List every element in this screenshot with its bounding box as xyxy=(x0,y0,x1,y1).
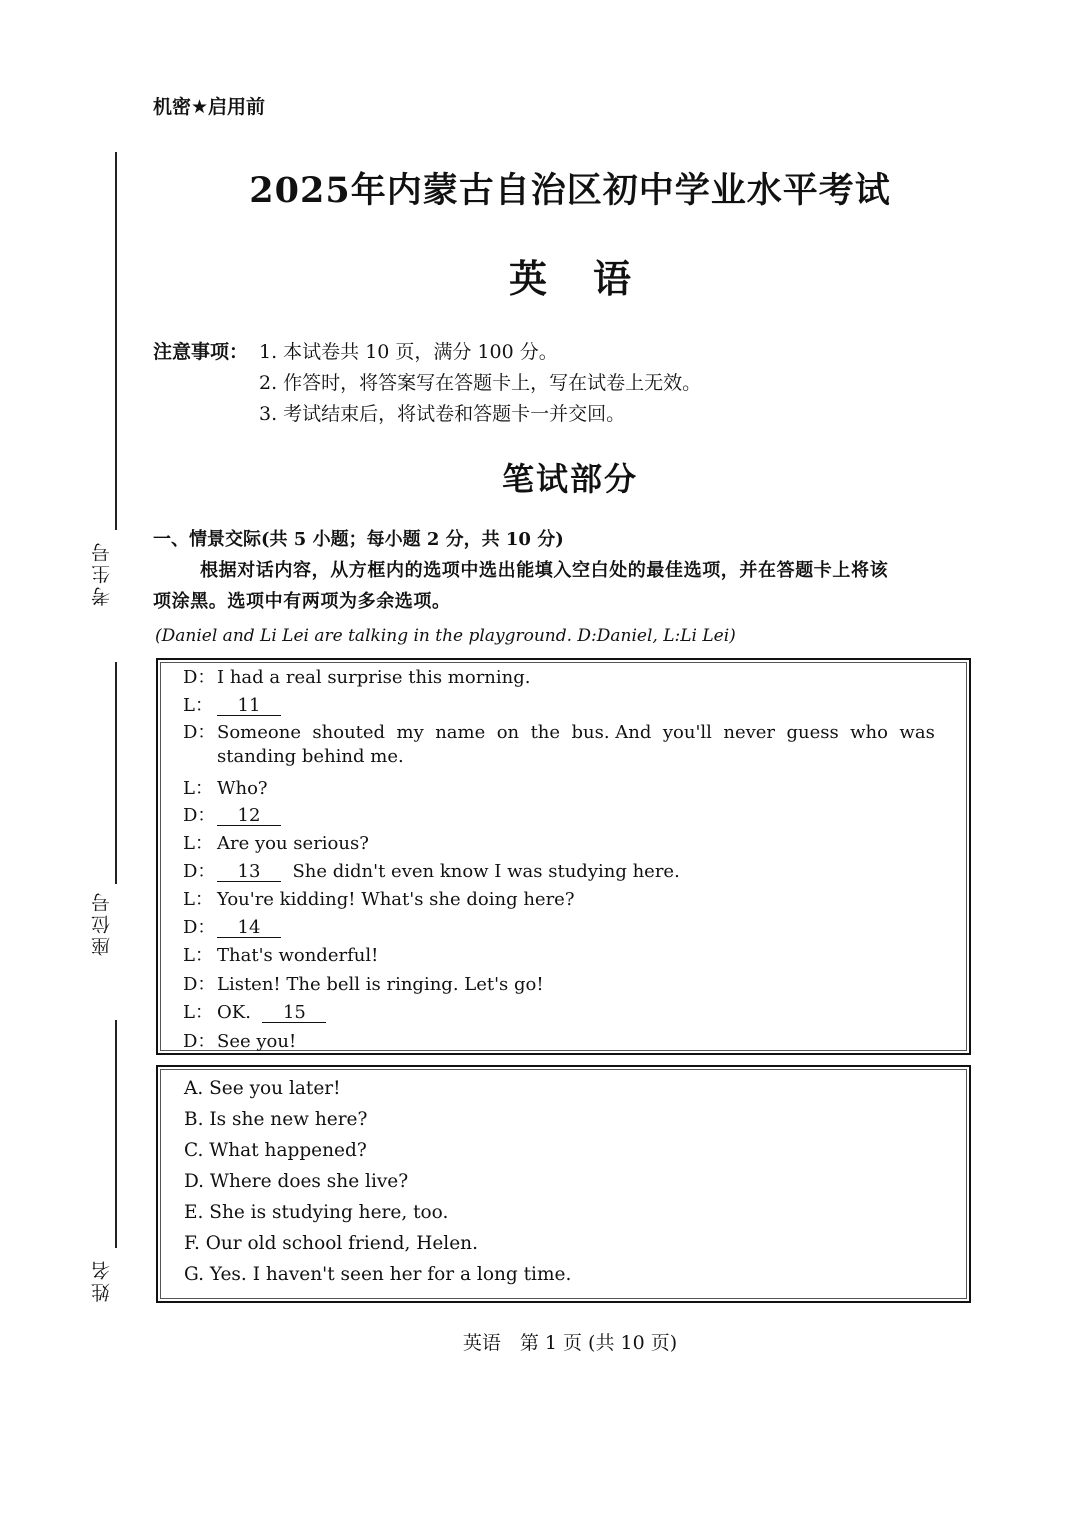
speaker: L： xyxy=(183,1002,213,1023)
exam-number-label: 考生号 xyxy=(91,540,113,606)
option-g: G. Yes. I haven't seen her for a long time. xyxy=(184,1264,572,1285)
margin-line-middle xyxy=(115,662,117,884)
dialogue-text: Listen! The bell is ringing. Let's go! xyxy=(217,974,544,995)
dialogue-line xyxy=(183,857,680,883)
name-label: 姓名 xyxy=(91,1258,113,1302)
dialogue-text: You're kidding! What's she doing here? xyxy=(217,889,575,910)
section-title: 笔试部分 xyxy=(501,460,638,498)
speaker: L： xyxy=(183,695,213,716)
speaker: L： xyxy=(183,945,213,966)
dialogue-continuation: standing behind me. xyxy=(217,746,404,767)
answer-blank-12: 12 xyxy=(217,807,281,826)
exam-title: 2025年内蒙古自治区初中学业水平考试 xyxy=(249,170,891,211)
dialogue-line xyxy=(183,691,281,717)
part1-heading: 一、情景交际(共 5 小题；每小题 2 分，共 10 分) xyxy=(153,529,564,550)
subject-title: 英语 xyxy=(508,256,677,301)
dialogue-text: Someone shouted my name on the bus. And you'll never guess who was xyxy=(217,722,935,743)
dialogue-line xyxy=(183,801,281,827)
option-b: B. Is she new here? xyxy=(184,1109,368,1130)
speaker: L： xyxy=(183,833,213,854)
dialogue-line xyxy=(183,998,326,1024)
dialogue-line xyxy=(183,941,378,967)
part1-instruction-line1: 根据对话内容，从方框内的选项中选出能填入空白处的最佳选项，并在答题卡上将该 xyxy=(200,560,889,581)
dialogue-line xyxy=(183,663,531,689)
speaker: D： xyxy=(183,667,216,688)
answer-blank-15: 15 xyxy=(262,1004,326,1023)
dialogue-text: Are you serious? xyxy=(217,833,369,854)
dialogue-context: (Daniel and Li Lei are talking in the playground. D:Daniel, L:Li Lei) xyxy=(155,626,736,646)
option-d: D. Where does she live? xyxy=(184,1171,409,1192)
dialogue-line xyxy=(183,829,369,855)
dialogue-text: See you! xyxy=(217,1031,297,1052)
note-item: 3. 考试结束后，将试卷和答题卡一并交回。 xyxy=(259,403,626,425)
note-item: 2. 作答时，将答案写在答题卡上，写在试卷上无效。 xyxy=(259,372,702,394)
dialogue-text: Who? xyxy=(217,778,268,799)
option-c: C. What happened? xyxy=(184,1140,367,1161)
dialogue-line xyxy=(183,913,281,939)
speaker: L： xyxy=(183,778,213,799)
answer-blank-14: 14 xyxy=(217,919,281,938)
speaker: D： xyxy=(183,1031,216,1052)
speaker: D： xyxy=(183,917,216,938)
dialogue-text: I had a real surprise this morning. xyxy=(217,667,531,688)
note-item: 1. 本试卷共 10 页，满分 100 分。 xyxy=(259,341,558,363)
dialogue-line xyxy=(183,1027,296,1053)
dialogue-line xyxy=(183,970,544,996)
seat-number-label: 座位号 xyxy=(91,890,113,956)
dialogue-text: That's wonderful! xyxy=(217,945,379,966)
speaker: D： xyxy=(183,974,216,995)
part1-instruction-line2: 项涂黑。选项中有两项为多余选项。 xyxy=(153,591,451,612)
page-footer: 英语 第 1 页 (共 10 页) xyxy=(462,1332,678,1354)
speaker: D： xyxy=(183,861,216,882)
option-f: F. Our old school friend, Helen. xyxy=(184,1233,478,1254)
dialogue-text: OK. xyxy=(217,1002,251,1023)
answer-blank-11: 11 xyxy=(217,697,281,716)
dialogue-line xyxy=(183,718,935,744)
answer-blank-13: 13 xyxy=(217,863,281,882)
option-a: A. See you later! xyxy=(184,1078,341,1099)
speaker: L： xyxy=(183,889,213,910)
notes-label: 注意事项： xyxy=(153,341,249,363)
option-e: E. She is studying here, too. xyxy=(184,1202,449,1223)
dialogue-text: She didn't even know I was studying here. xyxy=(292,861,680,882)
speaker: D： xyxy=(183,805,216,826)
margin-line-lower xyxy=(115,1020,117,1248)
speaker: D： xyxy=(183,722,216,743)
dialogue-line xyxy=(183,774,268,800)
confidential-mark: 机密★启用前 xyxy=(153,96,266,118)
dialogue-line xyxy=(183,885,575,911)
